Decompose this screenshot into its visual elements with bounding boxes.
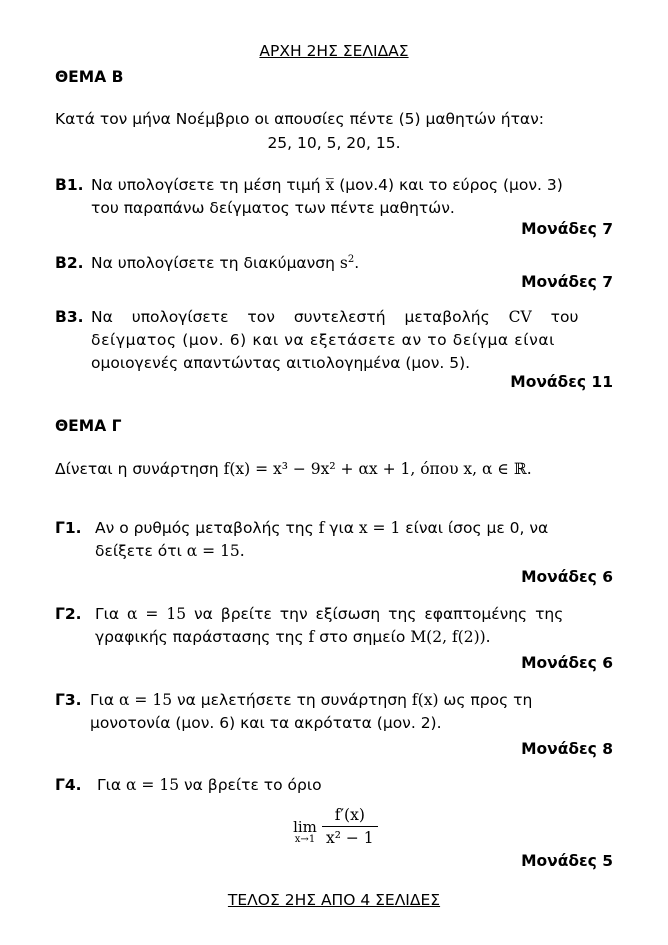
g3-alpha: α = 15 xyxy=(119,691,173,709)
b2-text: Να υπολογίσετε τη διακύμανση xyxy=(91,254,340,273)
b3-text-a: Να υπολογίσετε τον συντελεστή μεταβολής xyxy=(91,308,509,326)
g2-text-a: Για xyxy=(95,605,128,623)
g1-text-b: για xyxy=(324,519,359,537)
g1-text-d: δείξετε ότι xyxy=(95,542,187,560)
g1-text-a: Αν ο ρυθμός μεταβολής της xyxy=(95,519,319,537)
b1-text-a: Να υπολογίσετε τη μέση τιμή xyxy=(91,176,326,194)
question-b3-line1 xyxy=(91,308,613,326)
page-header: ΑΡΧΗ 2ΗΣ ΣΕΛΙΔΑΣ xyxy=(259,42,409,60)
b3-text-b: του xyxy=(531,308,579,326)
g3-text-c: ως προς τη xyxy=(438,691,533,709)
g3-text-a: Για xyxy=(90,691,120,709)
g4-text-a: Για xyxy=(97,776,127,794)
g1-text-c: είναι ίσος με 0, να xyxy=(400,519,549,537)
question-b3-line3: ομοιογενές απαντώντας αιτιολογημένα (μον. 5). xyxy=(91,354,471,372)
b1-text-b: (μον.4) και το εύρος (μον. 3) xyxy=(334,176,563,194)
g3-text-b: να μελετήσετε τη συνάρτηση xyxy=(172,691,412,709)
score-g4: Μονάδες 5 xyxy=(521,852,613,870)
function-formula: f(x) = x³ − 9x² + αx + 1, όπου x, α ∈ ℝ. xyxy=(223,460,532,478)
question-g2-line2 xyxy=(95,628,491,646)
values-list: 25, 10, 5, 20, 15. xyxy=(267,134,401,152)
g2-alpha: α = 15 xyxy=(127,605,187,623)
score-g3: Μονάδες 8 xyxy=(521,740,613,758)
question-b3-line2: δείγματος (μον. 6) και να εξετάσετε αν το δείγμα είναι xyxy=(91,331,556,349)
section-title-g: ΘΕΜΑ Γ xyxy=(55,417,122,435)
question-g3-line2: μονοτονία (μον. 6) και τα ακρότατα (μον. 2). xyxy=(90,714,442,732)
page-footer: ΤΕΛΟΣ 2ΗΣ ΑΠΟ 4 ΣΕΛΙΔΕΣ xyxy=(227,891,441,909)
question-label-g3: Γ3. xyxy=(55,691,82,709)
given-text: Δίνεται η συνάρτηση xyxy=(55,460,224,478)
question-g4-line1 xyxy=(97,776,322,794)
score-b3: Μονάδες 11 xyxy=(510,373,613,391)
question-label-g2: Γ2. xyxy=(55,605,82,623)
variance-symbol: s xyxy=(339,254,348,273)
question-g1-line1 xyxy=(95,519,548,537)
b2-dot: . xyxy=(354,254,360,273)
g2-point: M(2, f(2)). xyxy=(410,628,491,646)
g3-fx: f(x) xyxy=(411,691,439,709)
g4-text-b: να βρείτε το όριο xyxy=(179,776,322,794)
score-b2: Μονάδες 7 xyxy=(521,273,613,291)
fraction-numerator: f′(x) xyxy=(322,806,378,827)
limit-word: lim xyxy=(293,818,317,836)
question-label-b1: Β1. xyxy=(55,176,84,194)
variance-exponent: 2 xyxy=(347,254,355,265)
question-b2-text xyxy=(91,254,359,272)
g2-text-d: στο σημείο xyxy=(314,628,411,646)
question-g3-line1 xyxy=(90,691,532,709)
score-b1: Μονάδες 7 xyxy=(521,220,613,238)
g4-alpha: α = 15 xyxy=(126,776,180,794)
question-g1-line2 xyxy=(95,542,245,560)
function-definition xyxy=(55,460,532,478)
question-b1-line2: του παραπάνω δείγματος των πέντε μαθητών. xyxy=(91,199,455,217)
score-g1: Μονάδες 6 xyxy=(521,568,613,586)
question-b1-line1 xyxy=(91,176,613,194)
limit-fraction xyxy=(322,806,378,847)
intro-text: Κατά τον μήνα Νοέμβριο οι απουσίες πέντε (5) μαθητών ήταν: xyxy=(55,110,544,128)
g1-f: f xyxy=(318,519,325,537)
xbar-symbol: x̅ xyxy=(325,176,335,194)
g1-condition: x = 1 xyxy=(358,519,401,537)
g1-alpha: α = 15. xyxy=(186,542,245,560)
g2-text-c: γραφικής παράστασης της xyxy=(95,628,309,646)
limit-expression xyxy=(290,806,400,856)
question-g2-line1 xyxy=(95,605,563,623)
question-label-b3: Β3. xyxy=(55,308,84,326)
fraction-denominator: x² − 1 xyxy=(326,829,374,847)
limit-operator xyxy=(290,818,320,845)
g2-f: f xyxy=(308,628,315,646)
g2-text-b: να βρείτε την εξίσωση της εφαπτομένης της xyxy=(186,605,564,623)
score-g2: Μονάδες 6 xyxy=(521,654,613,672)
limit-subscript: x→1 xyxy=(294,834,316,845)
question-label-b2: Β2. xyxy=(55,254,84,272)
question-label-g1: Γ1. xyxy=(55,519,82,537)
cv-symbol: CV xyxy=(508,308,532,326)
section-title-b: ΘΕΜΑ Β xyxy=(55,68,124,86)
question-label-g4: Γ4. xyxy=(55,776,82,794)
